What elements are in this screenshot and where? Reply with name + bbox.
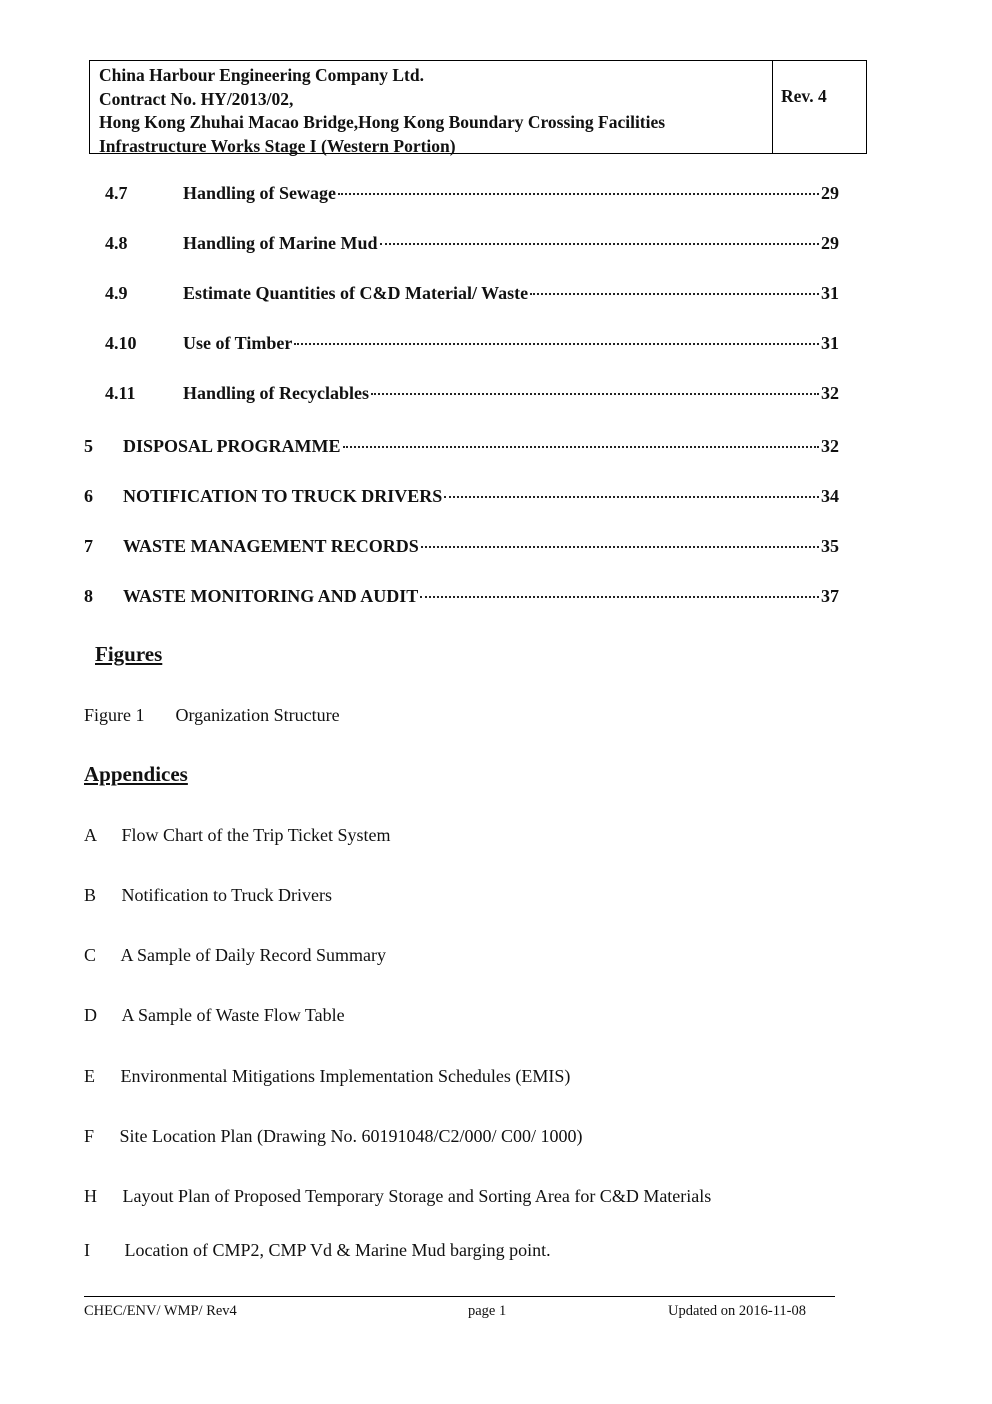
toc-dot-leader: [343, 446, 819, 448]
appendix-title: Site Location Plan (Drawing No. 60191048/C2/000/ C00/ 1000): [119, 1126, 583, 1146]
appendices-heading: Appendices: [84, 762, 188, 786]
toc-entry-page: 29: [821, 183, 839, 203]
header-company-block: [90, 61, 773, 156]
toc-dot-leader: [371, 393, 819, 395]
appendix-letter: F: [84, 1126, 95, 1146]
toc-dot-leader: [380, 243, 819, 245]
footer-page-number: page 1: [468, 1303, 507, 1319]
appendix-letter: E: [84, 1066, 95, 1086]
toc-entry-page: 31: [821, 283, 839, 303]
appendix-item[interactable]: [84, 1186, 711, 1207]
appendix-item[interactable]: [84, 1005, 345, 1026]
toc-entry[interactable]: [84, 436, 839, 457]
toc-entry[interactable]: [105, 283, 839, 304]
appendix-letter: A: [84, 825, 97, 845]
appendix-letter: I: [84, 1240, 90, 1260]
figure-title: Organization Structure: [175, 705, 340, 725]
appendix-item[interactable]: [84, 945, 386, 966]
toc-entry-number: 4.11: [105, 383, 136, 403]
toc-entry-number: 4.7: [105, 183, 128, 203]
footer-divider: [84, 1296, 835, 1297]
toc-entry-title: WASTE MANAGEMENT RECORDS: [123, 536, 419, 556]
header-line-works: Infrastructure Works Stage I (Western Portion): [99, 135, 456, 156]
footer-document-ref: CHEC/ENV/ WMP/ Rev4: [84, 1303, 237, 1319]
toc-entry[interactable]: [84, 586, 839, 607]
footer-updated-date: Updated on 2016-11-08: [668, 1303, 806, 1319]
toc-entry-number: 4.9: [105, 283, 128, 303]
toc-entry-number: 4.10: [105, 333, 137, 353]
toc-entry-number: 8: [84, 586, 93, 606]
toc-entry-number: 5: [84, 436, 93, 456]
toc-entry[interactable]: [105, 333, 839, 354]
toc-entry-page: 35: [821, 536, 839, 556]
toc-entry-page: 29: [821, 233, 839, 253]
toc-entry[interactable]: [84, 486, 839, 507]
toc-entry-title: Estimate Quantities of C&D Material/ Waste: [183, 283, 529, 303]
toc-entry-title: Use of Timber: [183, 333, 293, 353]
toc-entry-title: Handling of Recyclables: [183, 383, 370, 403]
header-revision: Rev. 4: [781, 86, 827, 106]
toc-dot-leader: [530, 293, 819, 295]
appendix-title: Notification to Truck Drivers: [121, 885, 332, 905]
toc-entry-page: 31: [821, 333, 839, 353]
toc-entry[interactable]: [105, 233, 839, 254]
toc-entry-title: NOTIFICATION TO TRUCK DRIVERS: [123, 486, 443, 506]
appendix-title: A Sample of Daily Record Summary: [120, 945, 386, 965]
header-line-company: China Harbour Engineering Company Ltd.: [99, 65, 424, 85]
toc-dot-leader: [338, 193, 819, 195]
toc-dot-leader: [294, 343, 819, 345]
toc-entry-title: WASTE MONITORING AND AUDIT: [123, 586, 419, 606]
toc-dot-leader: [444, 496, 819, 498]
appendix-letter: D: [84, 1005, 97, 1025]
appendix-letter: H: [84, 1186, 97, 1206]
appendix-title: Location of CMP2, CMP Vd & Marine Mud barging point.: [124, 1240, 551, 1260]
toc-entry-page: 32: [821, 436, 839, 456]
toc-entry-page: 37: [821, 586, 839, 606]
appendix-item[interactable]: [84, 1066, 570, 1087]
appendix-item[interactable]: [84, 885, 332, 906]
toc-entry[interactable]: [105, 383, 839, 404]
figure-item[interactable]: [84, 705, 340, 726]
toc-entry-page: 32: [821, 383, 839, 403]
toc-dot-leader: [421, 546, 819, 548]
appendix-title: Flow Chart of the Trip Ticket System: [121, 825, 391, 845]
toc-entry[interactable]: [84, 536, 839, 557]
appendix-item[interactable]: [84, 1240, 551, 1261]
document-header: [89, 60, 867, 154]
header-line-project: Hong Kong Zhuhai Macao Bridge,Hong Kong Boundary Crossing Facilities: [99, 112, 666, 132]
appendix-item[interactable]: [84, 1126, 582, 1147]
appendix-title: A Sample of Waste Flow Table: [121, 1005, 345, 1025]
toc-entry-page: 34: [821, 486, 839, 506]
appendix-letter: B: [84, 885, 97, 905]
appendix-item[interactable]: [84, 825, 391, 846]
appendix-title: Layout Plan of Proposed Temporary Storage and Sorting Area for C&D Materials: [122, 1186, 712, 1206]
appendix-letter: C: [84, 945, 97, 965]
toc-entry-number: 6: [84, 486, 93, 506]
figure-label: Figure 1: [84, 705, 145, 725]
toc-entry-number: 7: [84, 536, 93, 556]
toc-dot-leader: [420, 596, 819, 598]
figures-heading: Figures: [95, 642, 163, 666]
toc-entry[interactable]: [105, 183, 839, 204]
toc-entry-number: 4.8: [105, 233, 128, 253]
toc-entry-title: DISPOSAL PROGRAMME: [123, 436, 341, 456]
toc-entry-title: Handling of Sewage: [183, 183, 337, 203]
appendix-title: Environmental Mitigations Implementation Schedules (EMIS): [120, 1066, 571, 1086]
toc-entry-title: Handling of Marine Mud: [183, 233, 378, 253]
header-line-contract: Contract No. HY/2013/02,: [99, 88, 294, 109]
